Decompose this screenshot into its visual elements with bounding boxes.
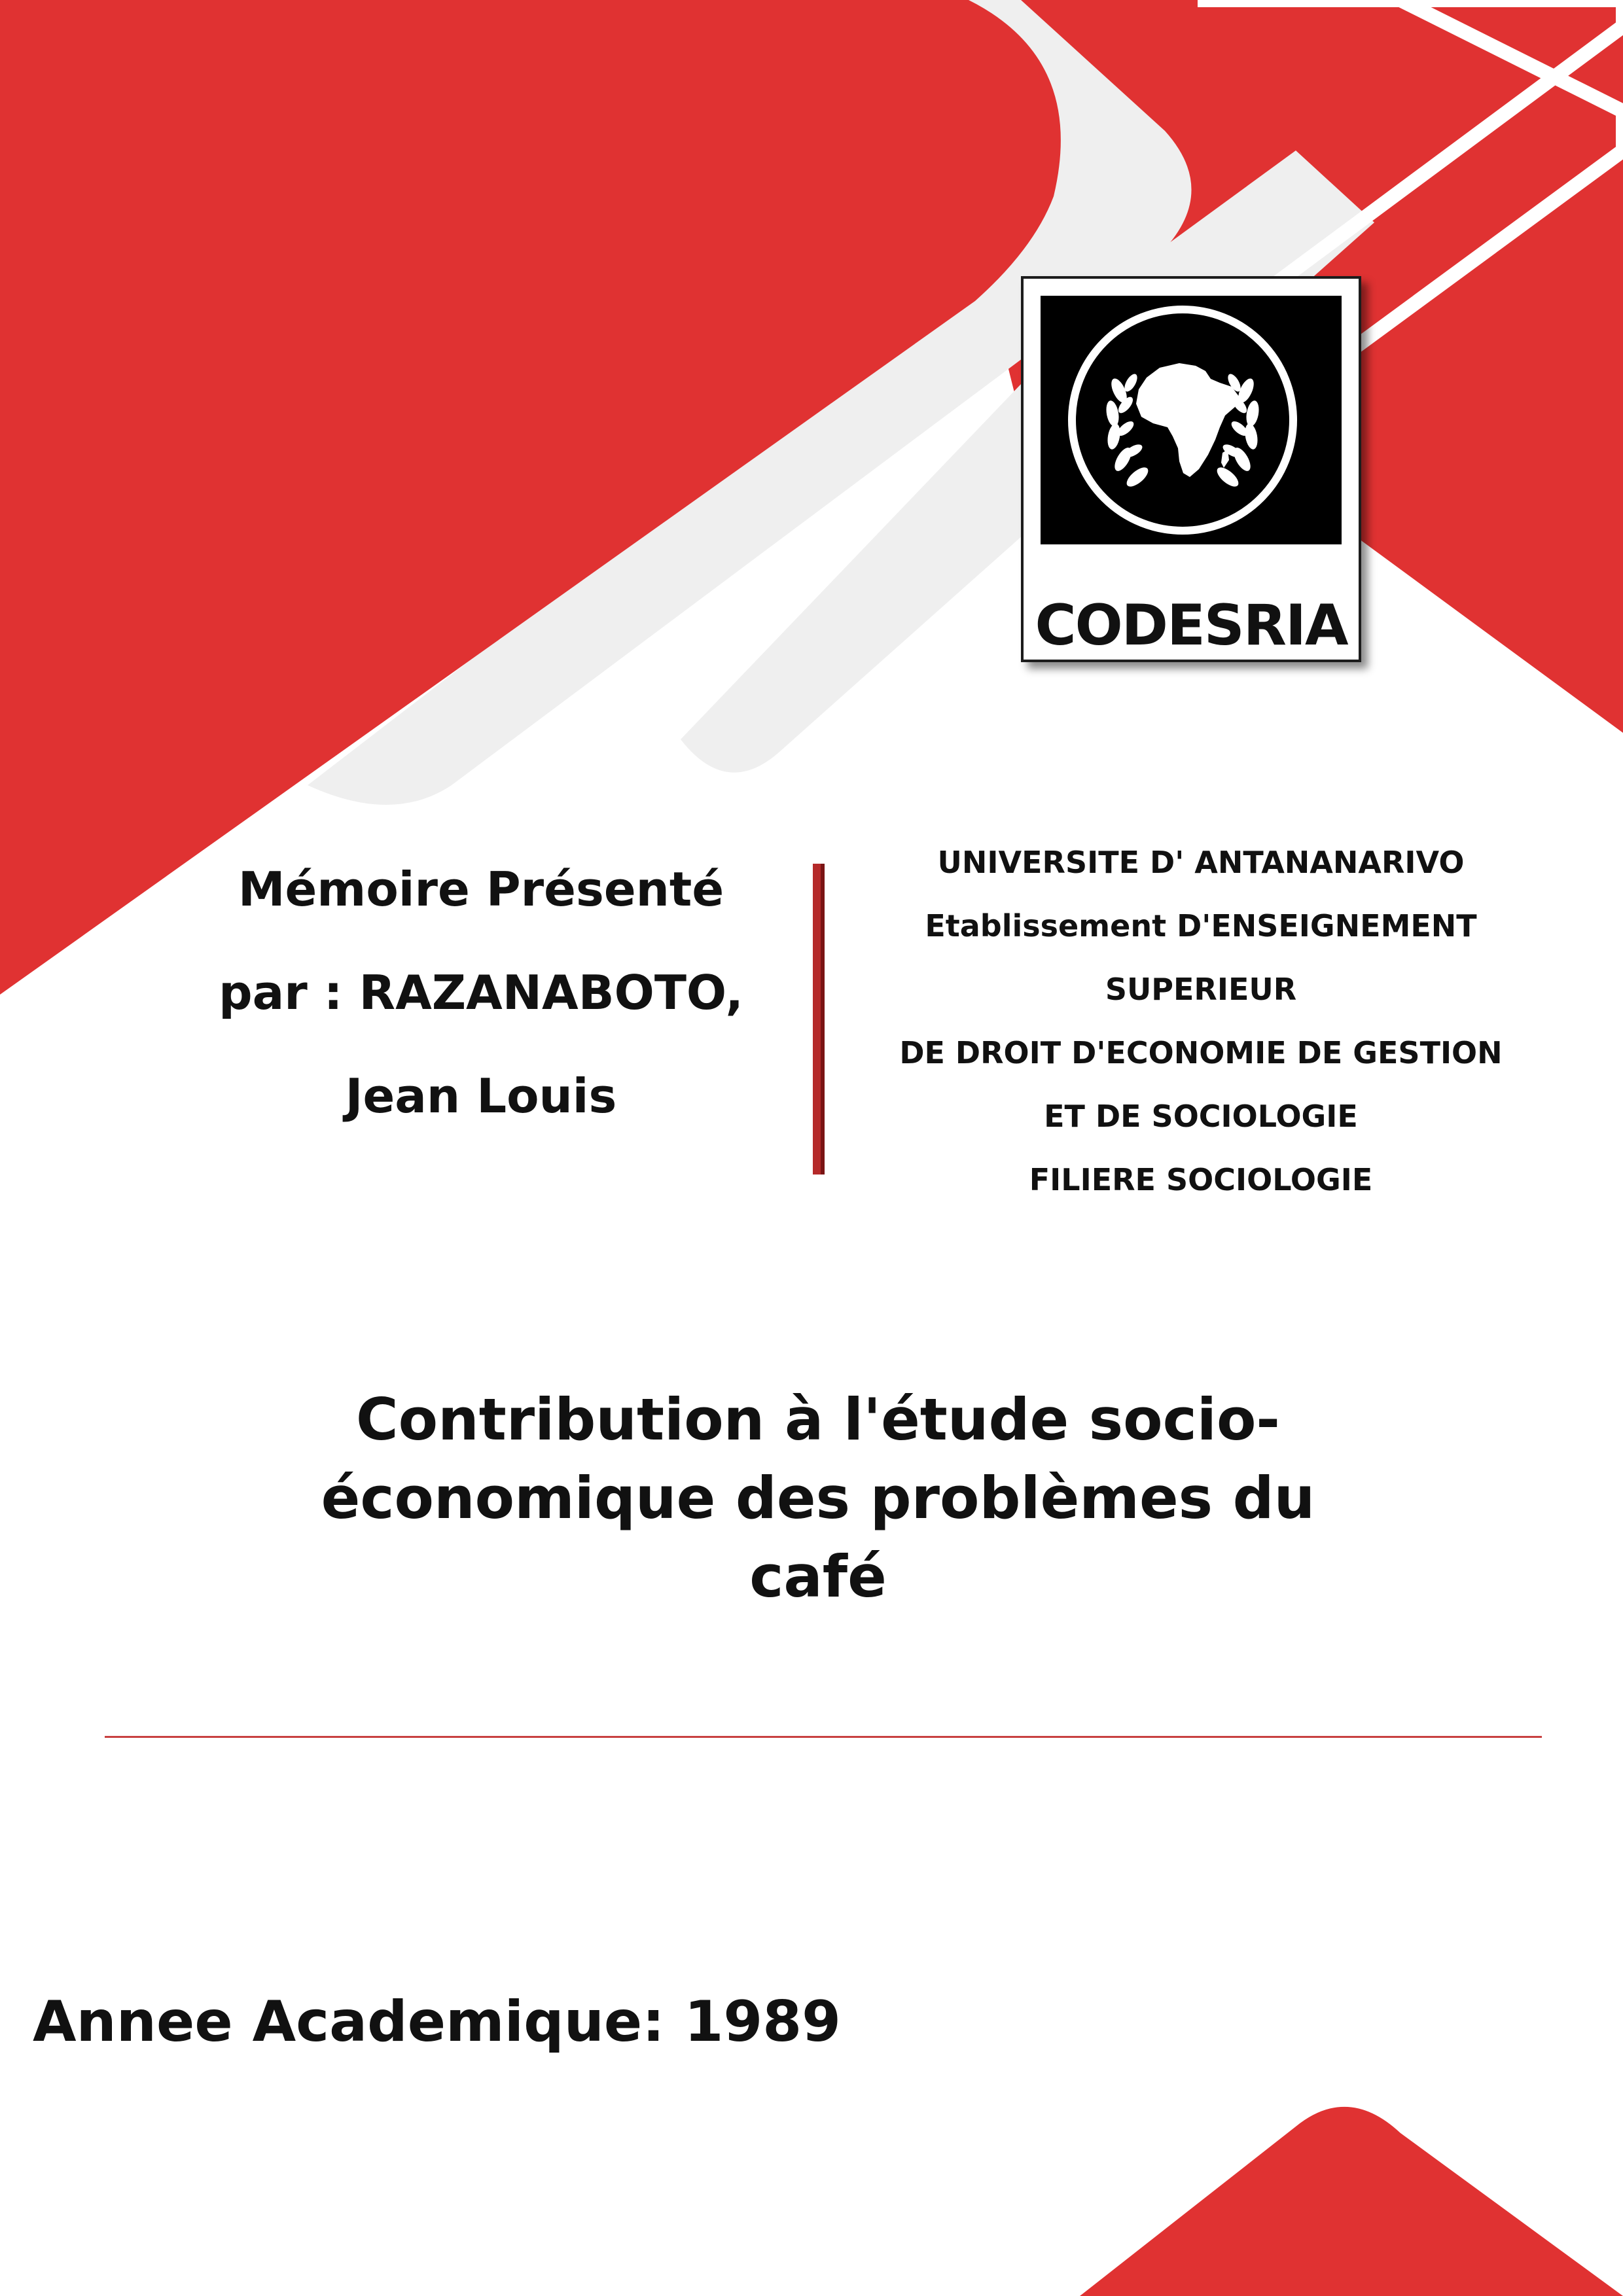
presenter-block bbox=[144, 838, 818, 1148]
title-line-2: économique des problèmes du bbox=[321, 1464, 1315, 1532]
institution-line: SUPERIEUR bbox=[1105, 972, 1297, 1007]
presenter-line-2: par : RAZANABOTO, bbox=[219, 965, 743, 1020]
institution-line: FILIERE SOCIOLOGIE bbox=[1029, 1162, 1373, 1197]
institution-line: DE DROIT D'ECONOMIE DE GESTION bbox=[899, 1035, 1503, 1070]
institution-block bbox=[844, 831, 1558, 1212]
codesria-logo bbox=[1021, 276, 1361, 662]
institution-line: ET DE SOCIOLOGIE bbox=[1044, 1099, 1358, 1134]
horizontal-divider bbox=[105, 1736, 1542, 1738]
africa-map-laurel-emblem-icon bbox=[1068, 306, 1297, 535]
presenter-line-3: Jean Louis bbox=[345, 1069, 617, 1123]
institution-line: Etablissement D'ENSEIGNEMENT bbox=[925, 908, 1477, 944]
title-line-1: Contribution à l'étude socio- bbox=[356, 1386, 1280, 1453]
institution-line: UNIVERSITE D' ANTANANARIVO bbox=[937, 845, 1465, 880]
vertical-divider bbox=[813, 864, 825, 1174]
document-title bbox=[157, 1381, 1479, 1616]
academic-year: Annee Academique: 1989 bbox=[33, 1989, 841, 2055]
logo-emblem-background bbox=[1041, 296, 1342, 544]
title-line-3: café bbox=[749, 1543, 887, 1610]
logo-text: CODESRIA bbox=[1035, 593, 1347, 658]
presenter-line-1: Mémoire Présenté bbox=[238, 862, 724, 917]
